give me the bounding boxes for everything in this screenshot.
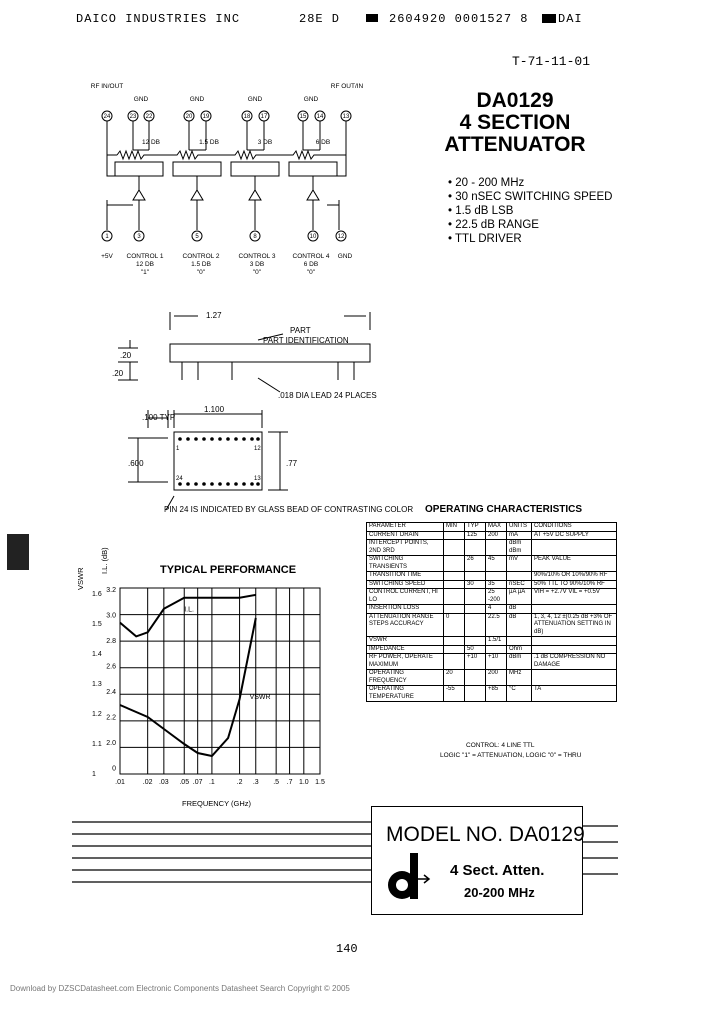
header-code-1: 28E D: [299, 12, 341, 26]
table-cell: PEAK VALUE: [532, 556, 617, 572]
table-cell: +85: [486, 686, 507, 702]
table-cell: [486, 540, 507, 556]
dim-body: .77: [286, 459, 298, 468]
section-label-3: 3 DB: [257, 139, 273, 146]
table-cell: [444, 654, 465, 670]
pin-17: 17: [260, 114, 268, 120]
table-cell: [444, 605, 465, 614]
operating-title: OPERATING CHARACTERISTICS: [425, 504, 583, 515]
pin-label-1: 1: [176, 446, 180, 452]
table-cell: 20: [444, 670, 465, 686]
table-cell: [465, 605, 486, 614]
chart-ylabel-right: I.L. (dB): [100, 547, 109, 574]
table-cell: [532, 645, 617, 654]
table-cell: dB: [507, 613, 532, 637]
gnd-bottom-label: GND: [337, 253, 353, 260]
table-cell: VIH = +2.7V VIL = +0.5V: [532, 589, 617, 605]
table-cell: [486, 645, 507, 654]
vswr-tick-label: 1.1: [92, 741, 102, 748]
feature-2: • 30 nSEC SWITCHING SPEED: [448, 191, 613, 203]
table-row: [367, 572, 617, 581]
table-cell: [444, 531, 465, 540]
chart-ylabel-left: VSWR: [76, 567, 85, 590]
table-cell: MHz: [507, 670, 532, 686]
table-cell: dB: [507, 605, 532, 614]
table-cell: [444, 580, 465, 589]
vswr-tick-label: 1: [92, 771, 96, 778]
header-block-1: [366, 14, 378, 22]
table-row: [367, 556, 617, 572]
table-row: [367, 654, 617, 670]
table-cell: dBm: [507, 654, 532, 670]
table-cell: [465, 670, 486, 686]
decorative-lines-right: [582, 820, 622, 890]
x-tick-label: .03: [158, 779, 169, 786]
operating-note-2: LOGIC "1" = ATTENUATION, LOGIC "0" = THRU: [440, 752, 582, 759]
x-tick-label: .05: [179, 779, 190, 786]
table-cell: OPERATING FREQUENCY: [367, 670, 444, 686]
table-cell: °C: [507, 686, 532, 702]
doc-ref: T-71-11-01: [512, 54, 591, 69]
pin-13: 13: [342, 114, 350, 120]
control-2-label: CONTROL 2: [182, 253, 220, 260]
operating-note-1: CONTROL: 4 LINE TTL: [466, 742, 535, 749]
table-cell: 4: [486, 605, 507, 614]
x-tick-label: .01: [115, 779, 125, 786]
table-cell: IMPEDANCE: [367, 645, 444, 654]
header-code-3: DAI: [558, 12, 583, 26]
gnd-label-3: GND: [247, 96, 263, 103]
pin-5: 5: [195, 234, 199, 240]
table-cell: [486, 572, 507, 581]
pin-label-13: 13: [254, 476, 261, 482]
vswr-series-line: [120, 618, 256, 756]
pin-10: 10: [309, 234, 317, 240]
dim-width: 1.27: [206, 311, 222, 320]
table-cell: 30: [465, 580, 486, 589]
il-tick-label: 3.2: [106, 587, 116, 594]
table-row: [367, 589, 617, 605]
table-cell: [507, 637, 532, 646]
table-cell: [444, 556, 465, 572]
pin-1: 1: [105, 234, 109, 240]
control-3-logic: "0": [252, 269, 262, 276]
il-tick-label: 0: [112, 765, 116, 773]
pin-22: 22: [145, 114, 153, 120]
control-1-logic: "1": [140, 269, 150, 276]
il-tick-label: 2.0: [106, 739, 116, 747]
pin-19: 19: [202, 114, 210, 120]
table-cell: 200: [486, 531, 507, 540]
x-tick-label: .3: [252, 779, 259, 786]
dim-row: .600: [128, 459, 144, 468]
table-cell: mA: [507, 531, 532, 540]
table-cell: TA: [532, 686, 617, 702]
table-cell: 50: [465, 645, 486, 654]
table-cell: 50% TTL TO 90%/10% RF: [532, 580, 617, 589]
table-cell: +10: [465, 654, 486, 670]
pin-15: 15: [299, 114, 307, 120]
table-cell: [532, 637, 617, 646]
table-cell: 125: [465, 531, 486, 540]
pin24-note: PIN 24 IS INDICATED BY GLASS BEAD OF CONTRASTING COLOR: [164, 505, 414, 514]
daico-logo-icon: [380, 851, 440, 907]
table-cell: 45: [486, 556, 507, 572]
pin-14: 14: [316, 114, 324, 120]
il-series-label: I.L.: [184, 606, 194, 614]
part-id-label-1: PART: [290, 326, 311, 335]
section-tab: [7, 534, 29, 570]
table-cell: 0: [444, 613, 465, 637]
table-cell: [532, 670, 617, 686]
section-label-2: 1.5 DB: [199, 139, 219, 146]
product-title-2: 4 SECTION: [459, 111, 571, 134]
table-cell: [444, 589, 465, 605]
vswr-tick-label: 1.6: [92, 591, 102, 598]
control-3-db: 3 DB: [249, 261, 265, 268]
feature-4: • 22.5 dB RANGE: [448, 219, 539, 231]
control-4-db: 6 DB: [303, 261, 319, 268]
model-freq: 20-200 MHz: [464, 885, 535, 900]
x-tick-label: 1.0: [298, 779, 309, 786]
table-cell: µA µA: [507, 589, 532, 605]
pin-3: 3: [137, 234, 141, 240]
table-cell: [444, 645, 465, 654]
table-cell: -55: [444, 686, 465, 702]
page-number: 140: [336, 942, 358, 956]
dim-pitch: .100 TYP: [142, 413, 176, 422]
table-cell: dBm dBm: [507, 540, 532, 556]
dim-span: 1.100: [204, 405, 225, 414]
operating-header-cell: MIN: [444, 523, 465, 532]
table-row: [367, 613, 617, 637]
feature-3: • 1.5 dB LSB: [448, 205, 514, 217]
vswr-tick-label: 1.5: [92, 621, 102, 628]
gnd-label-4: GND: [303, 96, 319, 103]
table-cell: [444, 572, 465, 581]
chart-xlabel: FREQUENCY (GHz): [182, 799, 252, 808]
table-cell: [444, 540, 465, 556]
table-row: [367, 580, 617, 589]
pin-label-12: 12: [254, 446, 261, 452]
il-tick-label: 2.6: [106, 663, 116, 671]
x-tick-label: .2: [236, 779, 243, 786]
table-cell: 22.5: [486, 613, 507, 637]
gnd-label-2: GND: [189, 96, 205, 103]
table-cell: 26: [465, 556, 486, 572]
model-box: [371, 806, 583, 915]
table-cell: [444, 637, 465, 646]
table-cell: 90%/10% OR 10%/90% RF: [532, 572, 617, 581]
table-cell: INSERTION LOSS: [367, 605, 444, 614]
header-block-2: [542, 14, 556, 23]
chart-title: TYPICAL PERFORMANCE: [160, 564, 297, 576]
pin-24: 24: [103, 114, 111, 120]
table-row: [367, 686, 617, 702]
table-cell: [465, 637, 486, 646]
pin-23: 23: [129, 114, 137, 120]
lead-note: .018 DIA LEAD 24 PLACES: [278, 391, 377, 400]
table-cell: [465, 613, 486, 637]
table-row: [367, 531, 617, 540]
rf-in-label: RF IN/OUT: [90, 83, 124, 90]
control-3-label: CONTROL 3: [238, 253, 276, 260]
table-row: [367, 540, 617, 556]
company-name: DAICO INDUSTRIES INC: [76, 12, 241, 26]
x-tick-label: .1: [208, 779, 215, 786]
operating-table: [366, 522, 617, 702]
control-2-db: 1.5 DB: [191, 261, 211, 268]
table-row: [367, 637, 617, 646]
x-tick-label: 1.5: [315, 779, 325, 786]
vswr-tick-label: 1.3: [92, 681, 102, 688]
table-cell: TRANSITION TIME: [367, 572, 444, 581]
pin-20: 20: [185, 114, 193, 120]
section-label-4: 6 DB: [315, 139, 331, 146]
table-cell: [532, 540, 617, 556]
part-id-label: PART IDENTIFICATION: [263, 336, 349, 345]
performance-chart: [90, 578, 350, 798]
table-cell: RF POWER, OPERATE MAXIMUM: [367, 654, 444, 670]
product-title-1: DA0129: [476, 89, 554, 112]
table-cell: [465, 686, 486, 702]
table-cell: SWITCHING TRANSIENTS: [367, 556, 444, 572]
gnd-label-1: GND: [133, 96, 149, 103]
footer-watermark: Download by DZSCDatasheet.com Electronic Components Datasheet Search Copyright © 2005: [10, 984, 350, 993]
table-cell: INTERCEPT POINTS, 2ND 3RD: [367, 540, 444, 556]
table-row: [367, 645, 617, 654]
control-4-label: CONTROL 4: [292, 253, 330, 260]
control-1-db: 12 DB: [135, 261, 155, 268]
pin-18: 18: [243, 114, 251, 120]
table-cell: OPERATING TEMPERATURE: [367, 686, 444, 702]
feature-1: • 20 - 200 MHz: [448, 177, 525, 189]
il-tick-label: 2.8: [106, 637, 116, 645]
operating-header-row: [367, 523, 617, 532]
il-series-line: [120, 595, 256, 637]
table-cell: .1 dB COMPRESSION NO DAMAGE: [532, 654, 617, 670]
control-2-logic: "0": [196, 269, 206, 276]
dim-h1: .20: [120, 351, 132, 360]
table-cell: mV: [507, 556, 532, 572]
operating-header-cell: MAX: [486, 523, 507, 532]
table-cell: [465, 540, 486, 556]
rf-out-label: RF OUT/IN: [330, 83, 364, 90]
table-cell: 1, 3, 4, 12 ±(0.25 dB +3% OF ATTENUATION SETTING IN dB): [532, 613, 617, 637]
pin-8: 8: [253, 234, 257, 240]
table-cell: ATTENUATION RANGE STEPS ACCURACY: [367, 613, 444, 637]
header-code-2: 2604920 0001527 8: [389, 12, 529, 26]
x-tick-label: .5: [273, 779, 280, 786]
operating-header-cell: PARAMETER: [367, 523, 444, 532]
il-tick-label: 2.4: [106, 688, 116, 696]
product-title-3: ATTENUATOR: [444, 133, 586, 156]
operating-header-cell: TYP: [465, 523, 486, 532]
pin-label-24: 24: [176, 476, 183, 482]
table-cell: AT +5V DC SUPPLY: [532, 531, 617, 540]
table-cell: 1.5/1: [486, 637, 507, 646]
table-cell: [465, 589, 486, 605]
table-row: [367, 605, 617, 614]
section-label-1: 12 DB: [141, 139, 161, 146]
table-cell: CURRENT DRAIN: [367, 531, 444, 540]
il-tick-label: 2.2: [106, 714, 116, 722]
table-cell: 35: [486, 580, 507, 589]
table-cell: 200: [486, 670, 507, 686]
control-1-label: CONTROL 1: [126, 253, 164, 260]
table-cell: CONTROL CURRENT, HI LO: [367, 589, 444, 605]
x-tick-label: .02: [142, 779, 153, 786]
x-tick-label: .07: [192, 779, 203, 786]
table-cell: Ohm: [507, 645, 532, 654]
pin-12: 12: [337, 234, 345, 240]
table-cell: 25 -200: [486, 589, 507, 605]
table-cell: [465, 572, 486, 581]
model-desc: 4 Sect. Atten.: [450, 862, 545, 879]
table-cell: +10: [486, 654, 507, 670]
decorative-lines: [72, 816, 372, 900]
feature-5: • TTL DRIVER: [448, 233, 522, 245]
table-cell: [532, 605, 617, 614]
table-cell: VSWR: [367, 637, 444, 646]
table-cell: [507, 572, 532, 581]
operating-header-cell: CONDITIONS: [532, 523, 617, 532]
model-number: MODEL NO. DA0129: [386, 823, 585, 846]
operating-header-cell: UNITS: [507, 523, 532, 532]
vswr-tick-label: 1.2: [92, 711, 102, 718]
control-4-logic: "0": [306, 269, 316, 276]
supply-label: +5V: [101, 253, 113, 260]
table-cell: SWITCHING SPEED: [367, 580, 444, 589]
table-cell: nSEC: [507, 580, 532, 589]
vswr-tick-label: 1.4: [92, 651, 102, 658]
vswr-series-label: VSWR: [249, 694, 271, 701]
schematic-diagram: [85, 80, 375, 280]
il-tick-label: 3.0: [106, 612, 116, 620]
x-tick-label: .7: [286, 779, 293, 786]
dim-h2: .20: [112, 369, 124, 378]
table-row: [367, 670, 617, 686]
